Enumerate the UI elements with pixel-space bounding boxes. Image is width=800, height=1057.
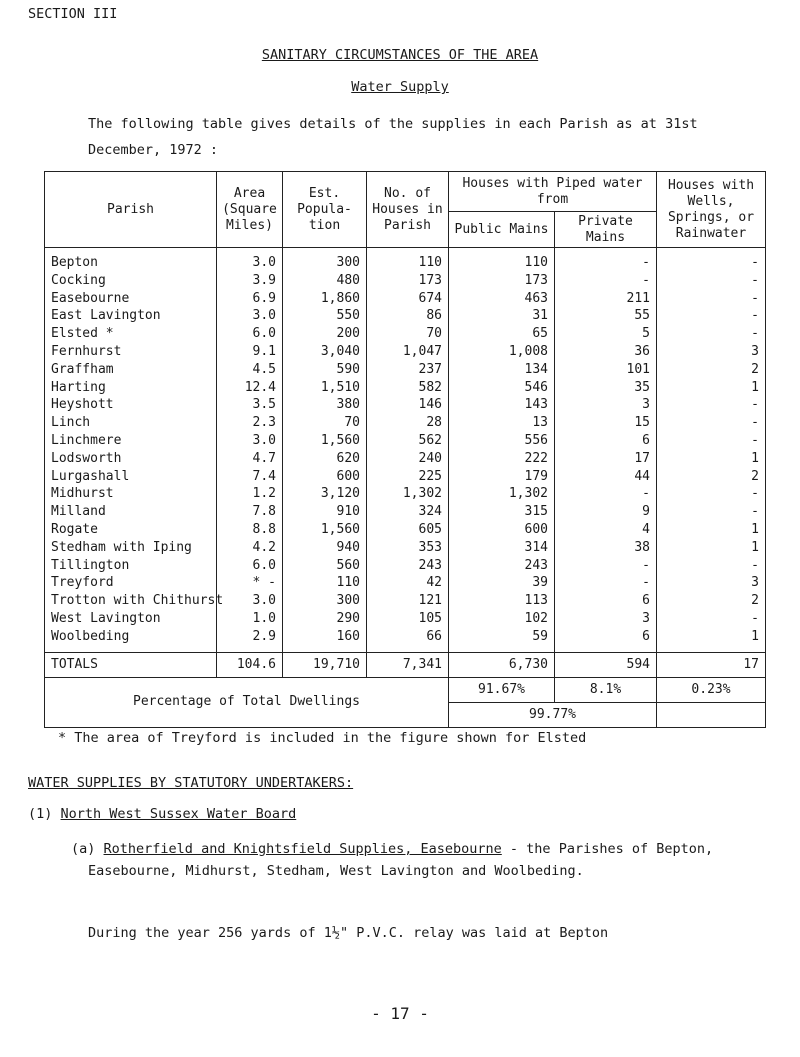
cell-private: 211 <box>555 290 657 308</box>
cell-private: 4 <box>555 521 657 539</box>
table-row <box>45 628 766 652</box>
cell-pop: 70 <box>283 414 367 432</box>
table-row <box>45 396 766 414</box>
footnote: * The area of Treyford is included in the figure shown for Elsted <box>58 730 587 746</box>
cell-private: - <box>555 557 657 575</box>
cell-houses: 1,047 <box>367 343 449 361</box>
cell-public: 600 <box>449 521 555 539</box>
table-row <box>45 468 766 486</box>
cell-private: - <box>555 485 657 503</box>
cell-houses: 28 <box>367 414 449 432</box>
cell-pop: 3,040 <box>283 343 367 361</box>
percentage-public: 91.67% <box>449 677 555 702</box>
cell-houses: 86 <box>367 307 449 325</box>
header-area: Area (Square Miles) <box>217 172 283 248</box>
cell-pop: 3,120 <box>283 485 367 503</box>
cell-parish: Treyford <box>45 574 217 592</box>
header-wells: Houses with Wells, Springs, or Rainwater <box>657 172 766 248</box>
cell-public: 113 <box>449 592 555 610</box>
cell-pop: 1,560 <box>283 521 367 539</box>
cell-pop: 940 <box>283 539 367 557</box>
cell-pop: 1,510 <box>283 379 367 397</box>
cell-area: 4.7 <box>217 450 283 468</box>
cell-pop: 620 <box>283 450 367 468</box>
cell-wells: - <box>657 414 766 432</box>
cell-houses: 42 <box>367 574 449 592</box>
cell-parish: Cocking <box>45 272 217 290</box>
cell-private: 3 <box>555 396 657 414</box>
table-row <box>45 414 766 432</box>
cell-houses: 110 <box>367 248 449 272</box>
cell-private: 15 <box>555 414 657 432</box>
cell-private: 44 <box>555 468 657 486</box>
percentage-private: 8.1% <box>555 677 657 702</box>
header-parish: Parish <box>45 172 217 248</box>
cell-area: 3.5 <box>217 396 283 414</box>
table-row <box>45 272 766 290</box>
cell-wells: - <box>657 272 766 290</box>
table-row <box>45 503 766 521</box>
water-supply-table <box>44 171 766 728</box>
totals-area: 104.6 <box>217 652 283 677</box>
cell-public: 546 <box>449 379 555 397</box>
cell-wells: - <box>657 432 766 450</box>
para-a-marker: (a) <box>71 841 96 857</box>
cell-public: 463 <box>449 290 555 308</box>
table-row <box>45 485 766 503</box>
cell-area: 9.1 <box>217 343 283 361</box>
cell-pop: 560 <box>283 557 367 575</box>
totals-population: 19,710 <box>283 652 367 677</box>
cell-area: 3.0 <box>217 248 283 272</box>
table-row <box>45 379 766 397</box>
cell-wells: 3 <box>657 343 766 361</box>
table-row <box>45 343 766 361</box>
cell-parish: Midhurst <box>45 485 217 503</box>
cell-public: 179 <box>449 468 555 486</box>
cell-area: 6.0 <box>217 325 283 343</box>
statutory-heading: WATER SUPPLIES BY STATUTORY UNDERTAKERS: <box>28 775 354 791</box>
cell-private: - <box>555 248 657 272</box>
cell-pop: 1,560 <box>283 432 367 450</box>
cell-pop: 1,860 <box>283 290 367 308</box>
cell-private: 17 <box>555 450 657 468</box>
table-row <box>45 610 766 628</box>
table-row <box>45 432 766 450</box>
cell-public: 31 <box>449 307 555 325</box>
cell-private: 55 <box>555 307 657 325</box>
table-row <box>45 307 766 325</box>
cell-private: 35 <box>555 379 657 397</box>
table-row <box>45 521 766 539</box>
cell-wells: - <box>657 557 766 575</box>
cell-private: - <box>555 272 657 290</box>
cell-pop: 910 <box>283 503 367 521</box>
page-title: SANITARY CIRCUMSTANCES OF THE AREA <box>261 47 539 63</box>
cell-parish: Woolbeding <box>45 628 217 652</box>
cell-public: 222 <box>449 450 555 468</box>
cell-area: 1.2 <box>217 485 283 503</box>
cell-houses: 70 <box>367 325 449 343</box>
cell-public: 59 <box>449 628 555 652</box>
totals-label: TOTALS <box>45 652 217 677</box>
cell-wells: - <box>657 396 766 414</box>
cell-public: 13 <box>449 414 555 432</box>
cell-houses: 66 <box>367 628 449 652</box>
totals-public: 6,730 <box>449 652 555 677</box>
cell-wells: - <box>657 610 766 628</box>
cell-area: 6.0 <box>217 557 283 575</box>
table-row <box>45 290 766 308</box>
cell-houses: 353 <box>367 539 449 557</box>
cell-parish: Bepton <box>45 248 217 272</box>
cell-wells: 1 <box>657 628 766 652</box>
cell-area: * - <box>217 574 283 592</box>
cell-houses: 243 <box>367 557 449 575</box>
cell-houses: 225 <box>367 468 449 486</box>
percentage-combined: 99.77% <box>449 702 657 727</box>
cell-wells: - <box>657 307 766 325</box>
cell-public: 243 <box>449 557 555 575</box>
cell-parish: Lurgashall <box>45 468 217 486</box>
cell-area: 12.4 <box>217 379 283 397</box>
cell-public: 65 <box>449 325 555 343</box>
cell-public: 1,008 <box>449 343 555 361</box>
cell-parish: Graffham <box>45 361 217 379</box>
totals-wells: 17 <box>657 652 766 677</box>
cell-area: 4.2 <box>217 539 283 557</box>
cell-area: 7.8 <box>217 503 283 521</box>
cell-area: 3.0 <box>217 592 283 610</box>
cell-houses: 562 <box>367 432 449 450</box>
board-number: (1) <box>28 806 53 822</box>
cell-private: 6 <box>555 592 657 610</box>
cell-public: 39 <box>449 574 555 592</box>
header-piped: Houses with Piped water from <box>449 172 657 212</box>
cell-parish: West Lavington <box>45 610 217 628</box>
cell-pop: 300 <box>283 592 367 610</box>
cell-public: 134 <box>449 361 555 379</box>
cell-private: 5 <box>555 325 657 343</box>
table-row <box>45 361 766 379</box>
cell-wells: 2 <box>657 468 766 486</box>
cell-wells: 1 <box>657 521 766 539</box>
cell-pop: 300 <box>283 248 367 272</box>
cell-public: 143 <box>449 396 555 414</box>
cell-private: 38 <box>555 539 657 557</box>
cell-parish: Tillington <box>45 557 217 575</box>
cell-parish: Elsted * <box>45 325 217 343</box>
cell-area: 1.0 <box>217 610 283 628</box>
cell-parish: Lodsworth <box>45 450 217 468</box>
cell-pop: 380 <box>283 396 367 414</box>
header-population: Est. Popula- tion <box>283 172 367 248</box>
cell-public: 556 <box>449 432 555 450</box>
header-public: Public Mains <box>449 212 555 248</box>
cell-private: 36 <box>555 343 657 361</box>
table-row <box>45 325 766 343</box>
cell-houses: 237 <box>367 361 449 379</box>
cell-parish: Easebourne <box>45 290 217 308</box>
header-houses: No. of Houses in Parish <box>367 172 449 248</box>
table-row <box>45 574 766 592</box>
table-row <box>45 557 766 575</box>
cell-parish: Linchmere <box>45 432 217 450</box>
cell-private: 6 <box>555 628 657 652</box>
cell-houses: 240 <box>367 450 449 468</box>
cell-public: 110 <box>449 248 555 272</box>
cell-wells: - <box>657 503 766 521</box>
paragraph-a <box>71 838 778 882</box>
cell-area: 6.9 <box>217 290 283 308</box>
cell-area: 7.4 <box>217 468 283 486</box>
cell-parish: Heyshott <box>45 396 217 414</box>
cell-wells: - <box>657 290 766 308</box>
section-heading: SECTION III <box>28 6 118 22</box>
cell-wells: 1 <box>657 539 766 557</box>
cell-parish: Linch <box>45 414 217 432</box>
cell-private: 6 <box>555 432 657 450</box>
cell-parish: Stedham with Iping <box>45 539 217 557</box>
cell-pop: 600 <box>283 468 367 486</box>
percentage-label: Percentage of Total Dwellings <box>45 677 449 727</box>
cell-area: 2.9 <box>217 628 283 652</box>
board-name: North West Sussex Water Board <box>60 806 297 822</box>
cell-area: 3.9 <box>217 272 283 290</box>
cell-parish: Milland <box>45 503 217 521</box>
page-number: - 17 - <box>371 1004 429 1023</box>
board-heading <box>28 806 296 822</box>
cell-houses: 121 <box>367 592 449 610</box>
cell-wells: - <box>657 485 766 503</box>
para-a-text: - the Parishes of Bepton, Easebourne, Midhurst, Stedham, West Lavington and Woolbeding. <box>88 841 714 879</box>
percentage-empty <box>657 702 766 727</box>
cell-pop: 480 <box>283 272 367 290</box>
cell-private: 101 <box>555 361 657 379</box>
cell-houses: 674 <box>367 290 449 308</box>
cell-public: 1,302 <box>449 485 555 503</box>
cell-area: 3.0 <box>217 307 283 325</box>
cell-houses: 146 <box>367 396 449 414</box>
cell-wells: 2 <box>657 361 766 379</box>
cell-wells: 1 <box>657 379 766 397</box>
header-private: Private Mains <box>555 212 657 248</box>
cell-houses: 105 <box>367 610 449 628</box>
cell-area: 2.3 <box>217 414 283 432</box>
cell-wells: 2 <box>657 592 766 610</box>
percentage-wells: 0.23% <box>657 677 766 702</box>
cell-public: 102 <box>449 610 555 628</box>
cell-parish: Harting <box>45 379 217 397</box>
cell-parish: Fernhurst <box>45 343 217 361</box>
cell-private: 3 <box>555 610 657 628</box>
cell-private: 9 <box>555 503 657 521</box>
cell-wells: - <box>657 325 766 343</box>
cell-wells: 3 <box>657 574 766 592</box>
table-row <box>45 248 766 272</box>
cell-pop: 160 <box>283 628 367 652</box>
cell-parish: Rogate <box>45 521 217 539</box>
table-row <box>45 539 766 557</box>
cell-pop: 590 <box>283 361 367 379</box>
cell-area: 3.0 <box>217 432 283 450</box>
intro-text: The following table gives details of the supplies in each Parish as at 31st December, 1972 : <box>88 116 698 158</box>
totals-houses: 7,341 <box>367 652 449 677</box>
cell-public: 314 <box>449 539 555 557</box>
page-subtitle: Water Supply <box>351 79 449 95</box>
cell-houses: 605 <box>367 521 449 539</box>
cell-area: 4.5 <box>217 361 283 379</box>
cell-parish: East Lavington <box>45 307 217 325</box>
cell-houses: 582 <box>367 379 449 397</box>
cell-pop: 200 <box>283 325 367 343</box>
cell-area: 8.8 <box>217 521 283 539</box>
relay-text: During the year 256 yards of 1½" P.V.C. relay was laid at Bepton <box>88 925 609 941</box>
cell-public: 173 <box>449 272 555 290</box>
cell-pop: 550 <box>283 307 367 325</box>
cell-wells: - <box>657 248 766 272</box>
cell-private: - <box>555 574 657 592</box>
cell-parish: Trotton with Chithurst <box>45 592 217 610</box>
cell-wells: 1 <box>657 450 766 468</box>
totals-private: 594 <box>555 652 657 677</box>
table-row <box>45 450 766 468</box>
cell-houses: 173 <box>367 272 449 290</box>
cell-houses: 1,302 <box>367 485 449 503</box>
table-row <box>45 592 766 610</box>
para-a-heading: Rotherfield and Knightsfield Supplies, Easebourne <box>103 841 502 857</box>
cell-houses: 324 <box>367 503 449 521</box>
cell-pop: 110 <box>283 574 367 592</box>
cell-pop: 290 <box>283 610 367 628</box>
cell-public: 315 <box>449 503 555 521</box>
